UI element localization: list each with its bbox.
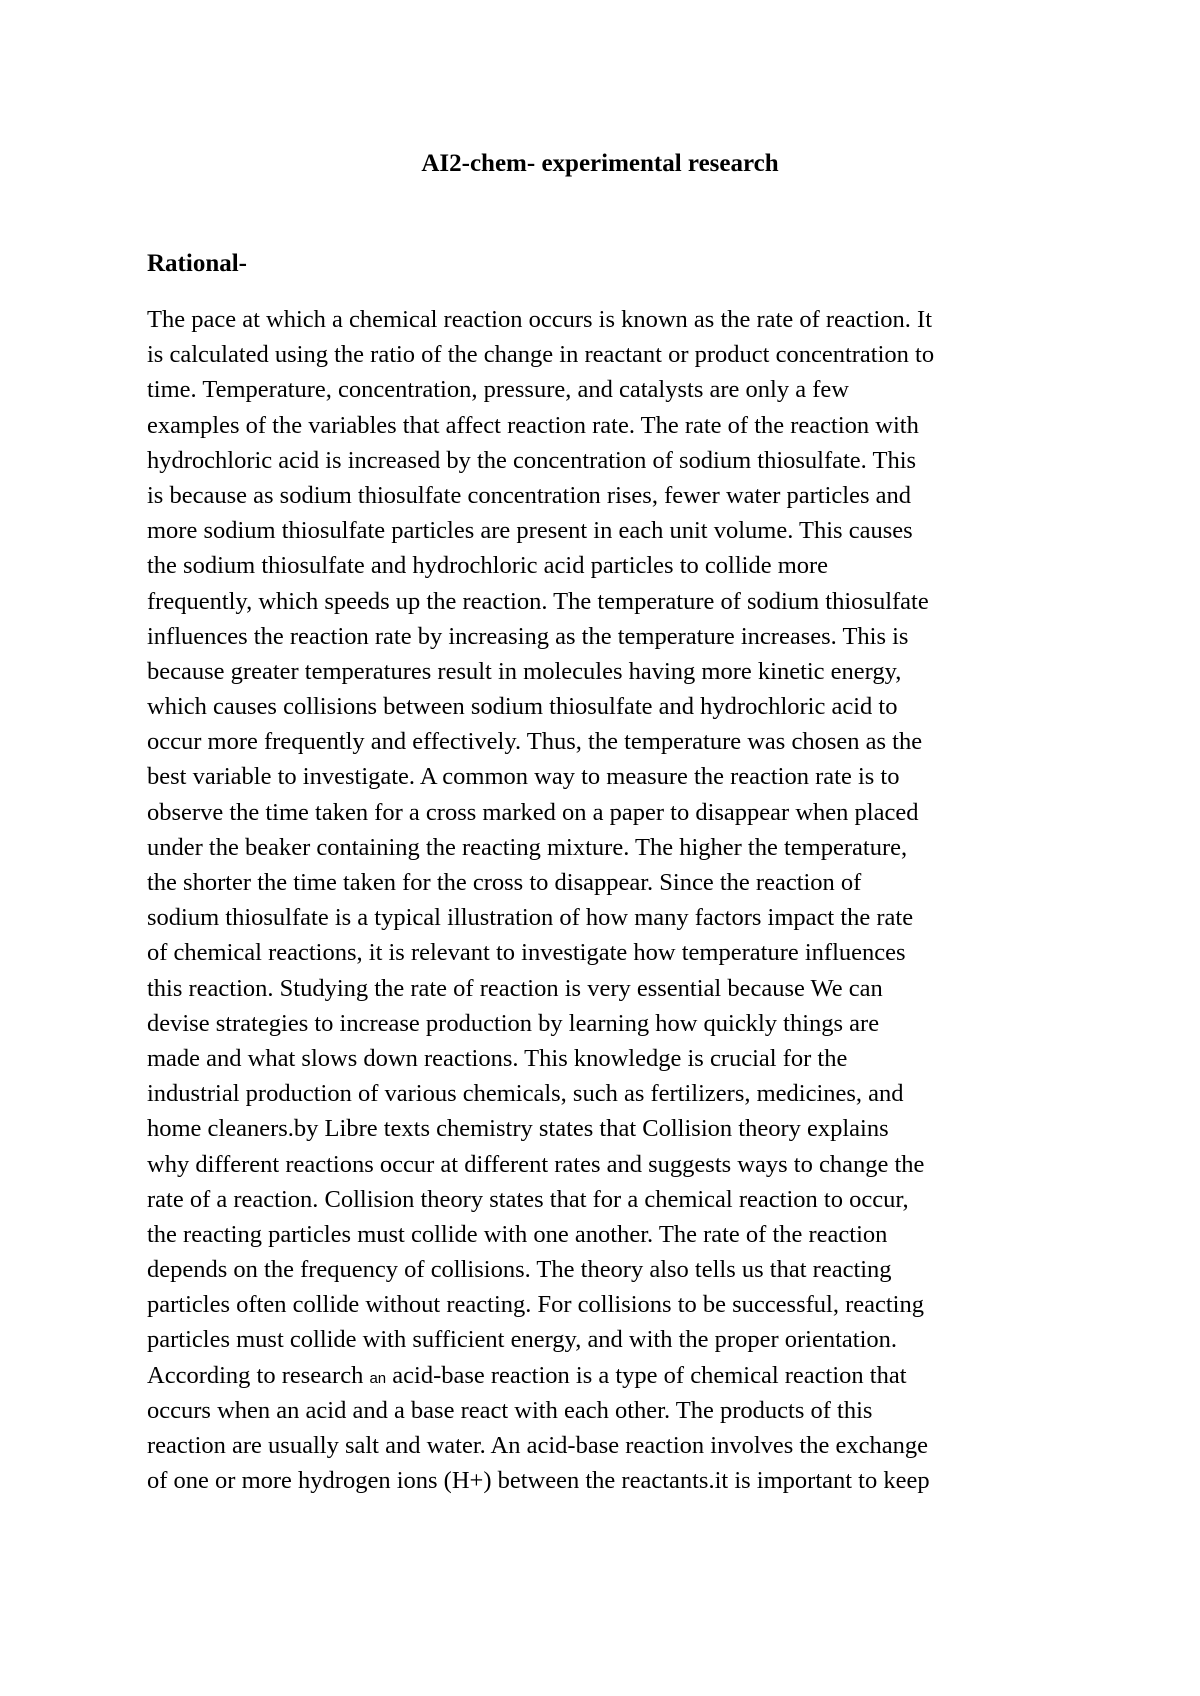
paragraph-line: frequently, which speeds up the reaction. The temperature of sodium thiosulfate <box>147 587 929 615</box>
paragraph-line: which causes collisions between sodium thiosulfate and hydrochloric acid to <box>147 693 898 721</box>
paragraph-line: because greater temperatures result in molecules having more kinetic energy, <box>147 657 902 685</box>
paragraph-line: occurs when an acid and a base react with each other. The products of this <box>147 1396 873 1424</box>
paragraph-line: industrial production of various chemicals, such as fertilizers, medicines, and <box>147 1080 904 1108</box>
body-paragraph <box>147 302 1067 1498</box>
paragraph-line: examples of the variables that affect reaction rate. The rate of the reaction with <box>147 411 919 439</box>
document-title: AI2-chem- experimental research <box>421 150 779 177</box>
paragraph-line: devise strategies to increase production by learning how quickly things are <box>147 1009 880 1037</box>
paragraph-line: of one or more hydrogen ions (H+) between the reactants.it is important to keep <box>147 1467 930 1495</box>
section-heading-rational: Rational- <box>147 250 247 277</box>
paragraph-line: particles often collide without reacting. For collisions to be successful, reacting <box>147 1291 924 1319</box>
paragraph-line: rate of a reaction. Collision theory states that for a chemical reaction to occur, <box>147 1185 909 1213</box>
line-text-before: According to research <box>147 1361 370 1389</box>
paragraph-line: is calculated using the ratio of the change in reactant or product concentration to <box>147 341 935 369</box>
paragraph-line: why different reactions occur at different rates and suggests ways to change the <box>147 1150 925 1178</box>
paragraph-line: particles must collide with sufficient energy, and with the proper orientation. <box>147 1326 898 1354</box>
paragraph-line: best variable to investigate. A common way to measure the reaction rate is to <box>147 763 900 791</box>
paragraph-line: hydrochloric acid is increased by the concentration of sodium thiosulfate. This <box>147 446 917 474</box>
paragraph-line: the sodium thiosulfate and hydrochloric acid particles to collide more <box>147 552 829 580</box>
line-text-after: acid-base reaction is a type of chemical reaction that <box>386 1361 907 1389</box>
small-font-word: an <box>369 1369 387 1387</box>
paragraph-line: the reacting particles must collide with one another. The rate of the reaction <box>147 1220 888 1248</box>
paragraph-line: the shorter the time taken for the cross to disappear. Since the reaction of <box>147 869 862 896</box>
paragraph-line: more sodium thiosulfate particles are present in each unit volume. This causes <box>147 517 913 545</box>
paragraph-line: of chemical reactions, it is relevant to investigate how temperature influences <box>147 939 906 967</box>
paragraph-line: made and what slows down reactions. This knowledge is crucial for the <box>147 1044 848 1072</box>
paragraph-line: observe the time taken for a cross marked on a paper to disappear when placed <box>147 798 919 826</box>
paragraph-line: is because as sodium thiosulfate concentration rises, fewer water particles and <box>147 481 911 509</box>
paragraph-line: occur more frequently and effectively. Thus, the temperature was chosen as the <box>147 728 923 756</box>
paragraph-line: under the beaker containing the reacting mixture. The higher the temperature, <box>147 833 908 861</box>
paragraph-line: home cleaners.by Libre texts chemistry states that Collision theory explains <box>147 1115 889 1143</box>
paragraph-line: reaction are usually salt and water. An acid-base reaction involves the exchange <box>147 1432 928 1459</box>
paragraph-line <box>147 1358 1067 1393</box>
paragraph-line: influences the reaction rate by increasing as the temperature increases. This is <box>147 622 909 650</box>
paragraph-line: depends on the frequency of collisions. The theory also tells us that reacting <box>147 1256 892 1284</box>
paragraph-line: The pace at which a chemical reaction occurs is known as the rate of reaction. It <box>147 306 933 333</box>
paragraph-line: time. Temperature, concentration, pressure, and catalysts are only a few <box>147 376 849 404</box>
paragraph-line: this reaction. Studying the rate of reaction is very essential because We can <box>147 974 883 1002</box>
paragraph-line: sodium thiosulfate is a typical illustration of how many factors impact the rate <box>147 904 914 932</box>
